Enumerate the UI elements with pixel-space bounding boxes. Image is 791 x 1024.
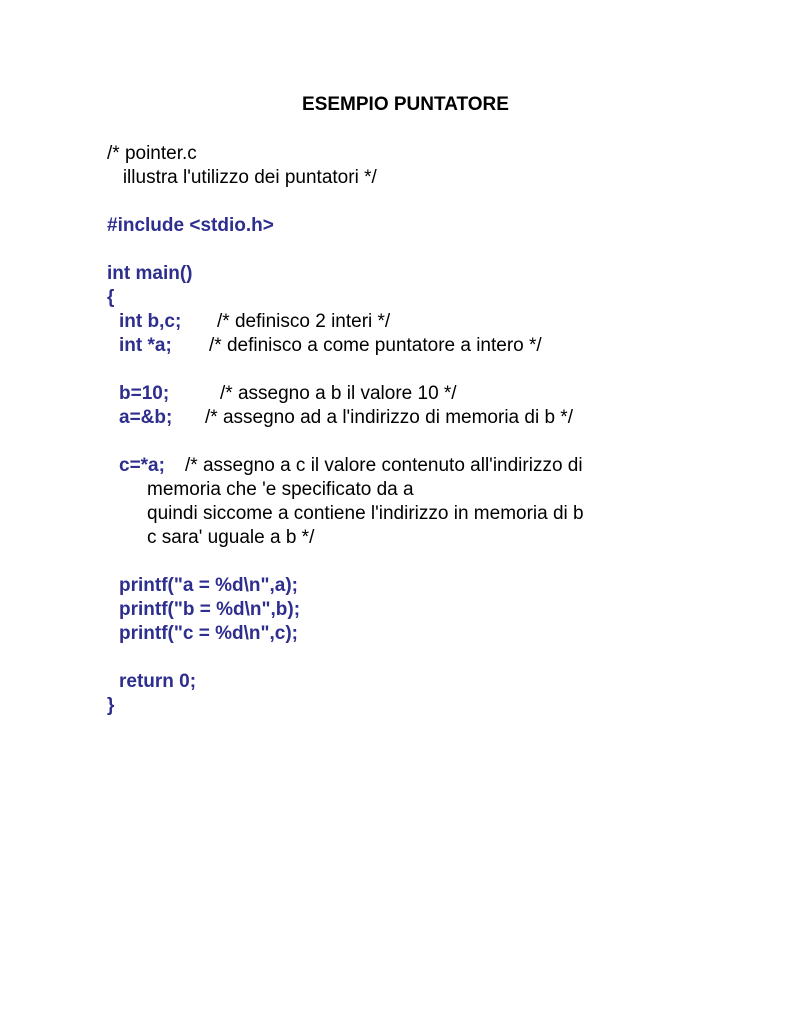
assign-line-1 — [107, 382, 457, 406]
deref-comment-4: c sara' uguale a b */ — [147, 527, 315, 548]
decl-line-2 — [107, 334, 542, 358]
open-brace: { — [107, 287, 115, 308]
return-statement: return 0; — [119, 671, 197, 692]
code-listing — [107, 142, 584, 718]
assign-1-comment: /* assegno a b il valore 10 */ — [220, 383, 457, 404]
include-directive: #include <stdio.h> — [107, 215, 274, 236]
deref-comment-3: quindi siccome a contiene l'indirizzo in memoria di b — [147, 503, 584, 524]
deref-comment-2: memoria che 'e specificato da a — [147, 479, 414, 500]
decl-line-1 — [107, 310, 391, 334]
header-comment-line-2: illustra l'utilizzo dei puntatori */ — [107, 167, 377, 188]
deref-code: c=*a; — [119, 455, 165, 476]
printf-line-3: printf("c = %d\n",c); — [119, 623, 298, 644]
assign-1-code: b=10; — [119, 383, 170, 404]
deref-line — [107, 454, 583, 478]
assign-2-comment: /* assegno ad a l'indirizzo di memoria di b */ — [205, 407, 573, 428]
deref-comment-line-2 — [107, 478, 414, 502]
printf-line-1: printf("a = %d\n",a); — [119, 575, 298, 596]
header-comment-line-1: /* pointer.c — [107, 143, 197, 164]
decl-2-code: int *a; — [119, 335, 172, 356]
deref-comment-line-4 — [107, 526, 377, 550]
close-brace: } — [107, 695, 115, 716]
page-title: ESEMPIO PUNTATORE — [302, 94, 509, 115]
deref-comment-line-3 — [107, 502, 584, 526]
main-signature: int main() — [107, 263, 193, 284]
decl-1-code: int b,c; — [119, 311, 182, 332]
printf-line-2: printf("b = %d\n",b); — [119, 599, 301, 620]
decl-1-comment: /* definisco 2 interi */ — [217, 311, 391, 332]
assign-2-code: a=&b; — [119, 407, 173, 428]
assign-line-2 — [107, 406, 573, 430]
deref-comment-1: /* assegno a c il valore contenuto all'indirizzo di — [185, 455, 583, 476]
decl-2-comment: /* definisco a come puntatore a intero */ — [209, 335, 542, 356]
